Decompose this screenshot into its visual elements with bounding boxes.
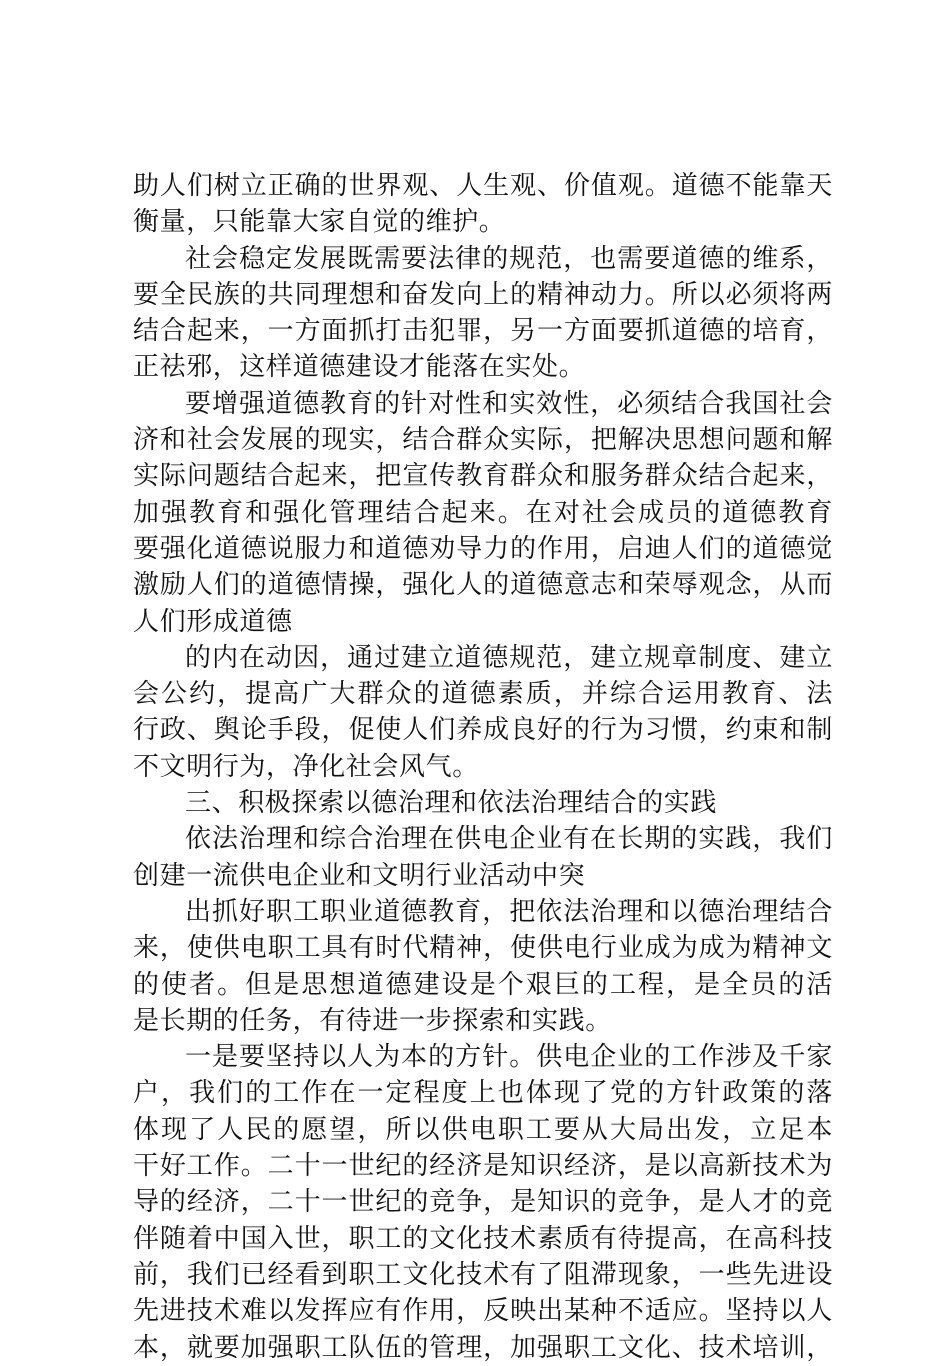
text-line: 前，我们已经看到职工文化技术有了阻滞现象，一些先进设 <box>133 1259 833 1290</box>
text-line: 要全民族的共同理想和奋发向上的精神动力。所以必须将两 <box>133 279 833 310</box>
text-line: 体现了人民的愿望，所以供电职工要从大局出发，立足本 <box>133 1114 833 1145</box>
text-line: 伴随着中国入世，职工的文化技术素质有待提高，在高科技 <box>133 1223 833 1254</box>
text-line: 户，我们的工作在一定程度上也体现了党的方针政策的落 <box>133 1078 833 1109</box>
text-line: 来，使供电职工具有时代精神，使供电行业成为成为精神文 <box>133 933 833 964</box>
text-line: 干好工作。二十一世纪的经济是知识经济，是以高新技术为 <box>133 1151 833 1182</box>
text-line: 导的经济，二十一世纪的竞争，是知识的竞争，是人才的竞 <box>133 1187 833 1218</box>
text-line: 本，就要加强职工队伍的管理，加强职工文化、技术培训， <box>133 1332 833 1363</box>
text-line: 是长期的任务，有待进一步探索和实践。 <box>133 1005 612 1036</box>
text-line: 先进技术难以发挥应有作用，反映出某种不适应。坚持以人 <box>133 1296 833 1327</box>
text-line: 激励人们的道德情操，强化人的道德意志和荣辱观念，从而 <box>133 570 833 601</box>
text-line: 要增强道德教育的针对性和实效性，必须结合我国社会 <box>185 388 833 419</box>
text-line: 加强教育和强化管理结合起来。在对社会成员的道德教育 <box>133 497 833 528</box>
text-line: 不文明行为，净化社会风气。 <box>133 751 479 782</box>
text-line: 一是要坚持以人为本的方针。供电企业的工作涉及千家 <box>185 1042 833 1073</box>
text-line: 的使者。但是思想道德建设是个艰巨的工程，是全员的活 <box>133 969 833 1000</box>
text-line: 会公约，提高广大群众的道德素质，并综合运用教育、法 <box>133 679 833 710</box>
text-line: 济和社会发展的现实，结合群众实际，把解决思想问题和解 <box>133 425 833 456</box>
text-line: 实际问题结合起来，把宣传教育群众和服务群众结合起来， <box>133 461 833 492</box>
text-line: 出抓好职工职业道德教育，把依法治理和以德治理结合 <box>185 896 833 927</box>
text-line: 的内在动因，通过建立道德规范，建立规章制度、建立 <box>185 642 833 673</box>
text-line: 人们形成道德 <box>133 606 293 637</box>
text-line: 创建一流供电企业和文明行业活动中突 <box>133 860 586 891</box>
text-line: 行政、舆论手段，促使人们养成良好的行为习惯，约束和制 <box>133 715 833 746</box>
text-line: 正祛邪，这样道德建设才能落在实处。 <box>133 352 586 383</box>
document-body-text <box>133 168 833 1366</box>
text-line: 社会稳定发展既需要法律的规范，也需要道德的维系， <box>185 243 833 274</box>
text-line: 依法治理和综合治理在供电企业有在长期的实践，我们 <box>185 824 833 855</box>
text-line: 要强化道德说服力和道德劝导力的作用，启迪人们的道德觉 <box>133 533 833 564</box>
text-line: 助人们树立正确的世界观、人生观、价值观。道德不能靠天 <box>133 171 833 201</box>
text-line: 衡量，只能靠大家自觉的维护。 <box>133 207 506 238</box>
text-line: 结合起来，一方面抓打击犯罪，另一方面要抓道德的培育， <box>133 316 833 347</box>
text-line: 三、积极探索以德治理和依法治理结合的实践 <box>185 788 718 819</box>
